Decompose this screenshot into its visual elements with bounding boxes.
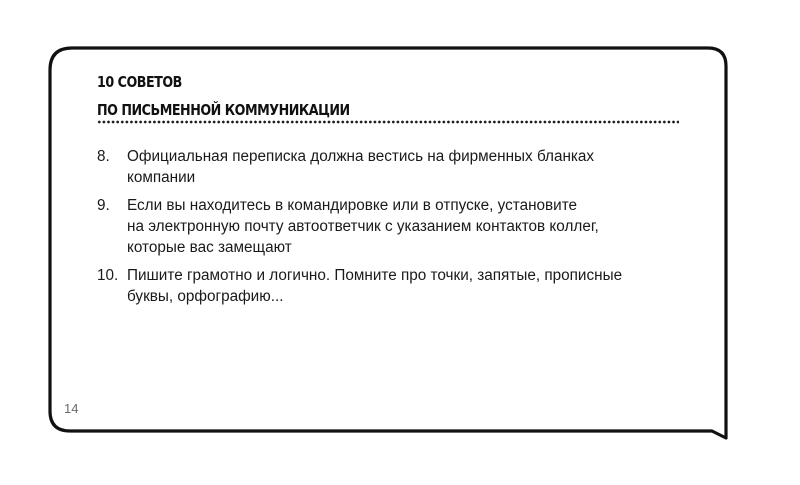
tip-line: компании	[127, 169, 196, 186]
heading-line-1: 10 СОВЕТОВ	[97, 73, 182, 91]
list-item	[97, 146, 677, 188]
dotted-divider	[97, 120, 679, 124]
tip-line: Если вы находитесь в командировке или в отпуске, установите	[127, 197, 578, 214]
tip-line: на электронную почту автоответчик с указанием контактов коллег,	[127, 218, 599, 235]
tip-line: буквы, орфографию...	[127, 288, 284, 305]
tip-line: которые вас замещают	[127, 239, 292, 256]
list-item	[97, 195, 677, 258]
page-heading	[97, 68, 350, 124]
tip-text	[127, 146, 677, 188]
tip-text	[127, 195, 677, 258]
tip-number: 10.	[97, 267, 119, 284]
tip-number: 8.	[97, 148, 110, 165]
tips-list	[97, 146, 677, 314]
tip-line: Официальная переписка должна вестись на фирменных бланках	[127, 148, 595, 165]
list-item	[97, 265, 677, 307]
tip-line: Пишите грамотно и логично. Помните про точки, запятые, прописные	[127, 267, 623, 284]
page-number: 14	[64, 401, 79, 416]
tip-text	[127, 265, 677, 307]
tip-number: 9.	[97, 197, 110, 214]
heading-line-2: ПО ПИСЬМЕННОЙ КОММУНИКАЦИИ	[97, 101, 350, 119]
